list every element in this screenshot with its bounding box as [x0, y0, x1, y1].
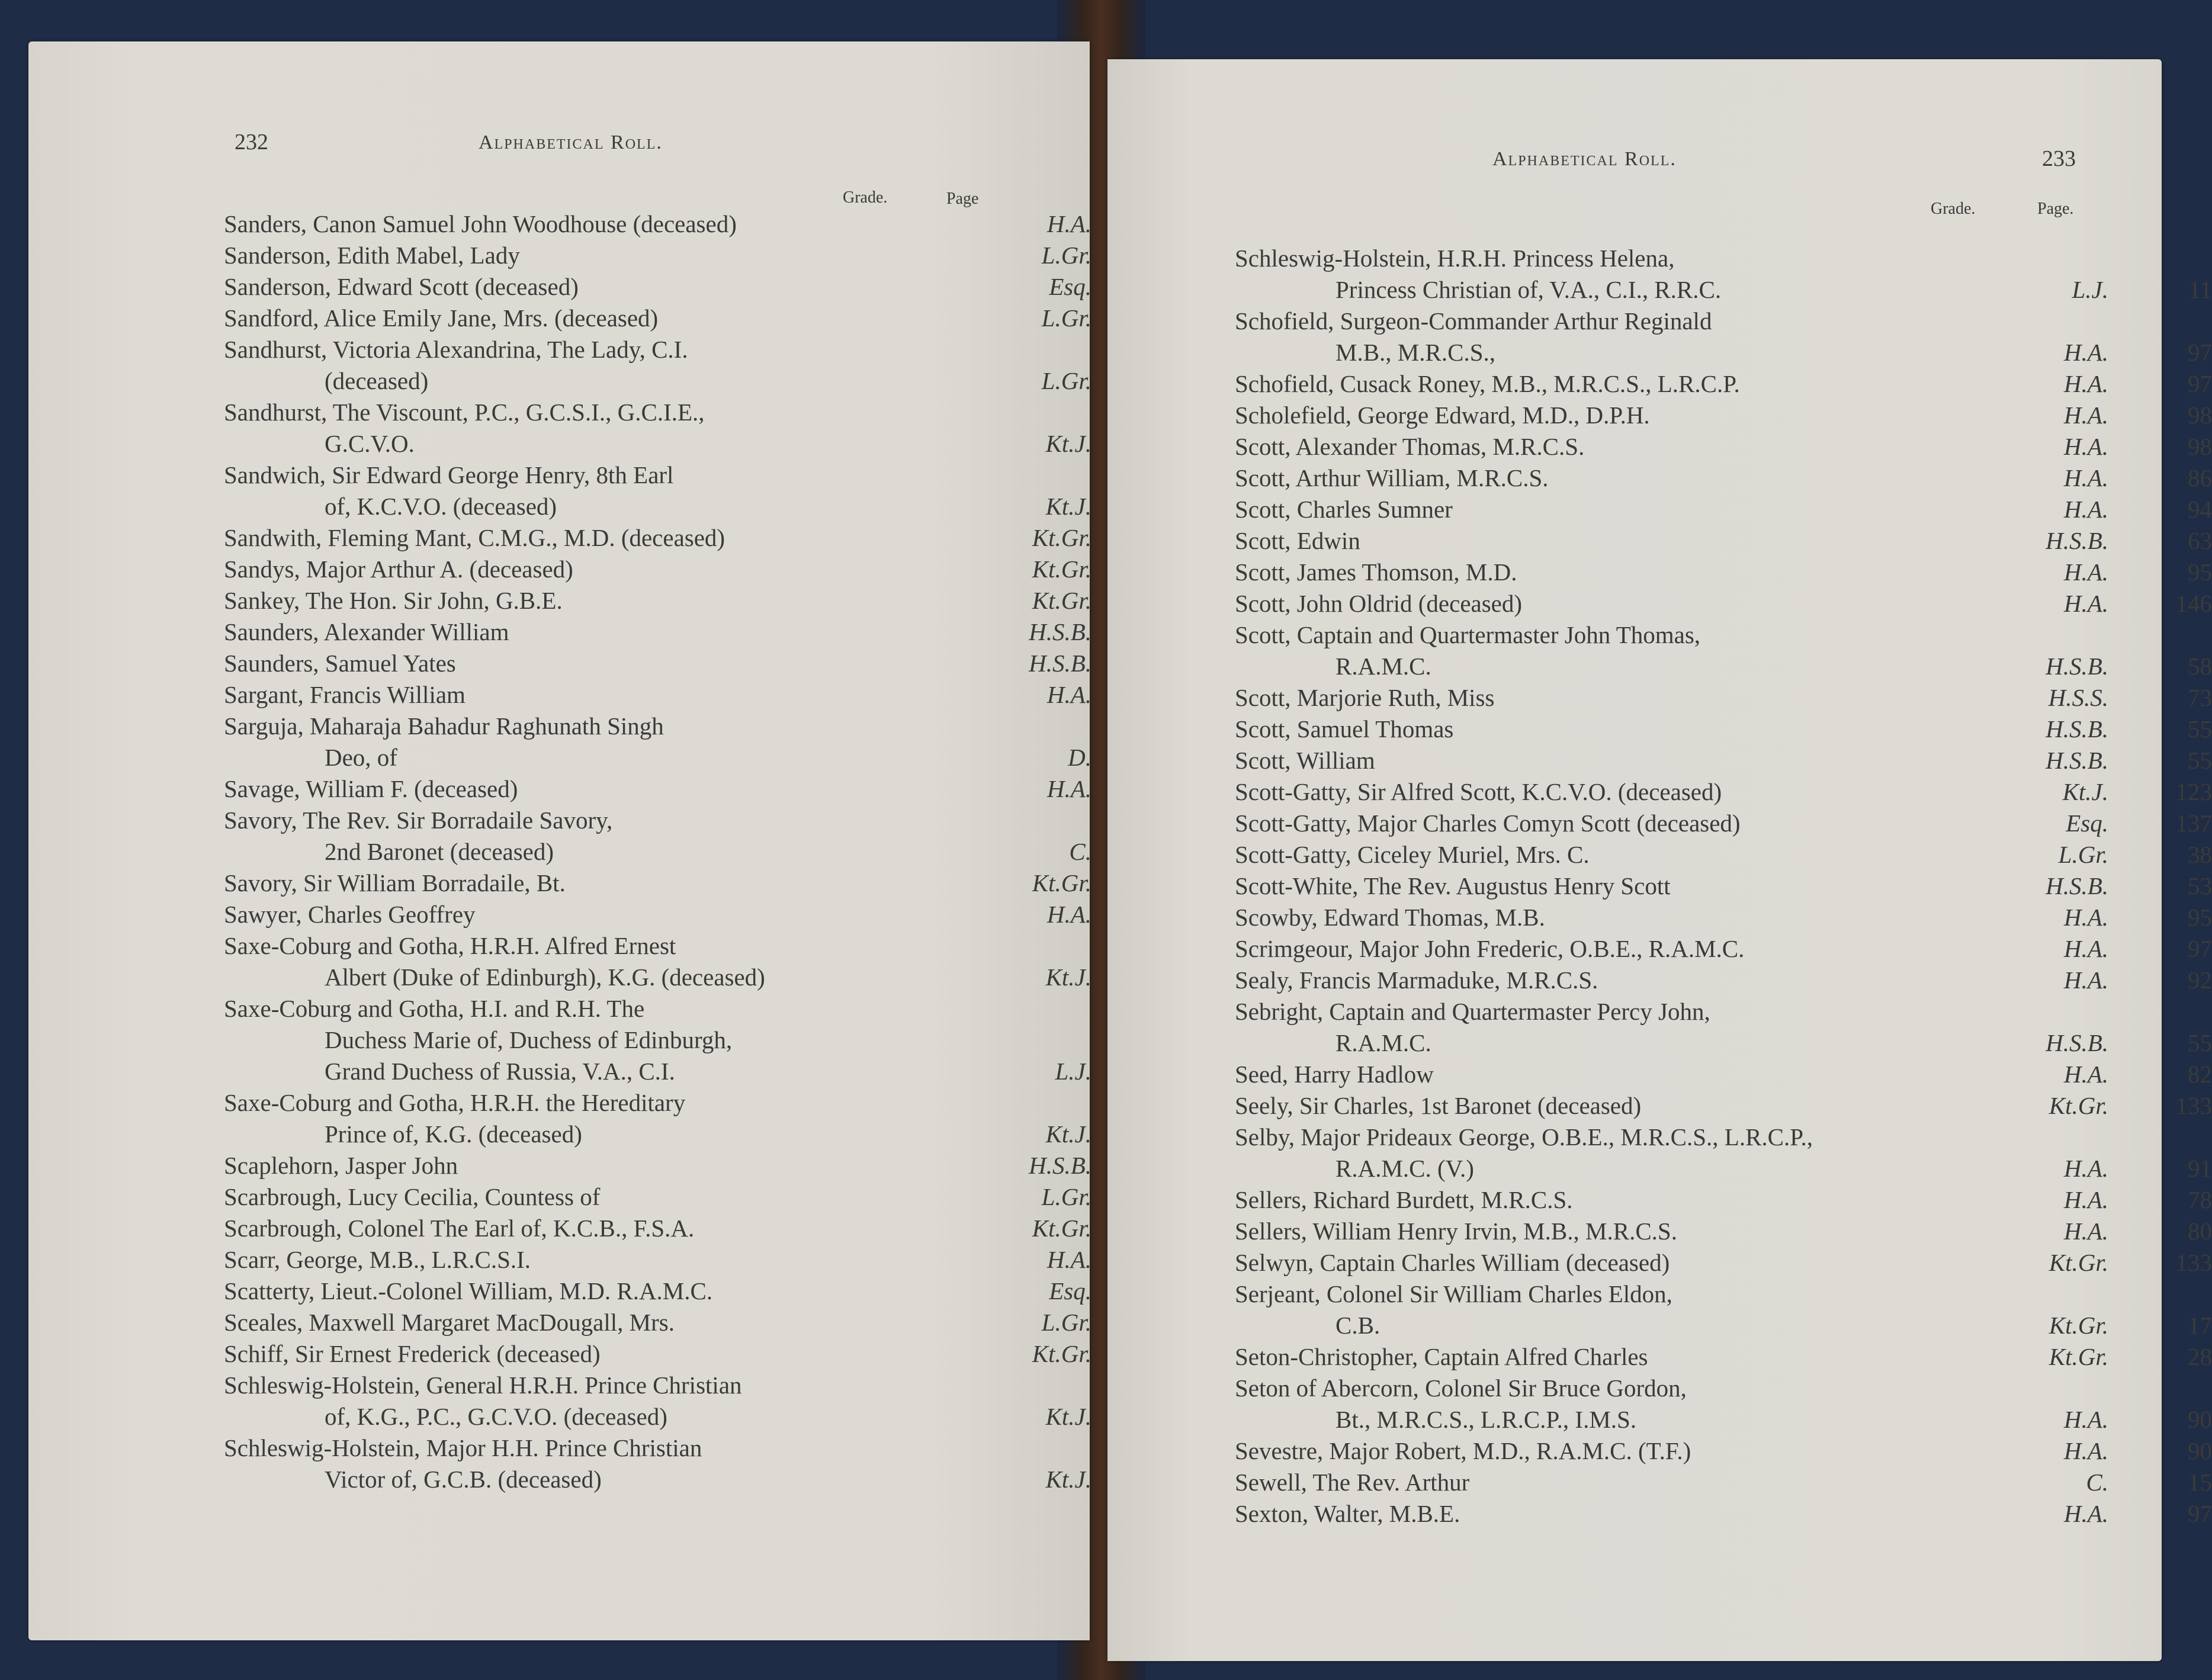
entry-grade: H.A. — [1046, 681, 1091, 708]
entry-grade: H.A. — [2063, 370, 2108, 397]
entry-page: 55 — [2188, 715, 2212, 743]
entry-grade: H.S.B. — [2046, 527, 2108, 554]
entry-name: G.C.V.O. — [325, 430, 415, 457]
entry-name: Seely, Sir Charles, 1st Baronet (deceased) — [1235, 1092, 1642, 1119]
entry-grade: Kt.Gr. — [2049, 1312, 2108, 1339]
entry-page: 11 — [2188, 276, 2212, 303]
entry-name: Sandhurst, The Viscount, P.C., G.C.S.I., G.C.I.E., — [224, 399, 705, 426]
list-item — [1235, 745, 2212, 776]
list-item — [224, 1464, 1091, 1495]
list-item — [224, 962, 1091, 993]
list-item — [1235, 1153, 2212, 1184]
list-item — [1235, 870, 2212, 902]
list-item — [224, 1307, 1091, 1338]
list-item — [1235, 494, 2212, 525]
entry-name: Sebright, Captain and Quartermaster Percy John, — [1235, 998, 1710, 1025]
entry-name: Bt., M.R.C.S., L.R.C.P., I.M.S. — [1335, 1406, 1637, 1433]
list-item — [1235, 1467, 2212, 1498]
entry-grade: H.S.B. — [2046, 1029, 2108, 1056]
entry-name: Sexton, Walter, M.B.E. — [1235, 1500, 1460, 1527]
entry-page: 55 — [2188, 1029, 2212, 1056]
entry-name: Savage, William F. (deceased) — [224, 775, 518, 802]
entry-page: 98 — [2188, 433, 2212, 460]
entry-grade: H.A. — [1046, 901, 1091, 928]
list-item — [224, 1432, 994, 1464]
entry-name: Prince of, K.G. (deceased) — [325, 1120, 582, 1148]
entry-name: Scott, Alexander Thomas, M.R.C.S. — [1235, 433, 1585, 460]
entry-name: Sanders, Canon Samuel John Woodhouse (deceased) — [224, 210, 737, 237]
entry-name: Selby, Major Prideaux George, O.B.E., M.R.C.S., L.R.C.P., — [1235, 1123, 1813, 1151]
entry-name: Sandys, Major Arthur A. (deceased) — [224, 555, 573, 583]
entry-page: 92 — [2188, 966, 2212, 994]
entry-grade: H.S.B. — [2046, 653, 2108, 680]
entry-name: Schleswig-Holstein, Major H.H. Prince Christian — [224, 1434, 702, 1461]
entry-name: Saxe-Coburg and Gotha, H.I. and R.H. The — [224, 995, 645, 1022]
entry-page: 78 — [2188, 1186, 2212, 1213]
entry-grade: L.Gr. — [1041, 304, 1091, 332]
entry-name: Scaplehorn, Jasper John — [224, 1152, 458, 1179]
entry-grade: H.A. — [1046, 1246, 1091, 1273]
entry-grade: Kt.Gr. — [1032, 1340, 1091, 1367]
entry-grade: H.A. — [2063, 1155, 2108, 1182]
entry-name: Seton-Christopher, Captain Alfred Charles — [1235, 1343, 1648, 1370]
list-item — [1235, 808, 2212, 839]
entry-name: R.A.M.C. (V.) — [1335, 1155, 1474, 1182]
entry-name: Sealy, Francis Marmaduke, M.R.C.S. — [1235, 966, 1598, 994]
entry-grade: H.S.B. — [2046, 715, 2108, 743]
list-item — [1235, 1122, 2064, 1153]
entry-name: Scarbrough, Colonel The Earl of, K.C.B., F.S.A. — [224, 1215, 695, 1242]
entry-grade: C. — [1069, 838, 1091, 865]
list-item — [224, 616, 1091, 648]
entry-name: Schiff, Sir Ernest Frederick (deceased) — [224, 1340, 601, 1367]
list-item — [1235, 651, 2212, 682]
entry-name: Scott-White, The Rev. Augustus Henry Scott — [1235, 872, 1671, 900]
right-page — [1107, 59, 2212, 1661]
entry-name: Sawyer, Charles Geoffrey — [224, 901, 476, 928]
entry-name: Scott-Gatty, Ciceley Muriel, Mrs. C. — [1235, 841, 1590, 868]
left-page — [28, 41, 1090, 1640]
list-item — [1235, 1435, 2212, 1467]
list-item — [224, 1244, 1091, 1276]
entry-page: 94 — [2188, 496, 2212, 523]
entry-page: 73 — [2188, 684, 2212, 711]
entry-name: Schofield, Surgeon-Commander Arthur Reginald — [1235, 307, 1712, 335]
entry-name: Scarbrough, Lucy Cecilia, Countess of — [224, 1183, 601, 1210]
entry-name: M.B., M.R.C.S., — [1335, 339, 1496, 366]
entry-page: 95 — [2188, 558, 2212, 586]
entry-name: Scott, Samuel Thomas — [1235, 715, 1454, 743]
entry-name: Scott, Edwin — [1235, 527, 1360, 554]
entry-grade: L.Gr. — [1041, 242, 1091, 269]
list-item — [1235, 902, 2212, 933]
entry-grade: H.A. — [2063, 1061, 2108, 1088]
page-column-header: Page — [946, 189, 979, 208]
entry-name: 2nd Baronet (deceased) — [325, 838, 554, 865]
entry-name: Seed, Harry Hadlow — [1235, 1061, 1434, 1088]
grade-column-header: Grade. — [1931, 200, 1976, 218]
list-item — [1235, 619, 2064, 651]
list-item — [224, 773, 1091, 805]
list-item — [224, 365, 1091, 397]
entry-name: Sandwith, Fleming Mant, C.M.G., M.D. (deceased) — [224, 524, 725, 551]
entry-grade: Kt.J. — [1045, 430, 1091, 457]
entry-grade: H.A. — [2063, 590, 2108, 617]
entry-name: Scott, Arthur William, M.R.C.S. — [1235, 464, 1549, 492]
entry-page: 15 — [2188, 1469, 2212, 1496]
entry-grade: H.A. — [2063, 339, 2108, 366]
entry-name: C.B. — [1335, 1312, 1381, 1339]
list-item — [1235, 1310, 2212, 1341]
entry-grade: H.A. — [2063, 496, 2108, 523]
list-item — [224, 899, 1091, 930]
entry-page: 55 — [2188, 747, 2212, 774]
entry-page: 28 — [2188, 1343, 2212, 1370]
page-number: 232 — [235, 130, 268, 155]
entry-name: Scott, James Thomson, M.D. — [1235, 558, 1517, 586]
entry-name: Sellers, William Henry Irvin, M.B., M.R.C.S. — [1235, 1218, 1677, 1245]
entry-name: Deo, of — [325, 744, 397, 771]
list-item — [1235, 557, 2212, 588]
list-item — [224, 208, 1091, 240]
entry-grade: L.Gr. — [1041, 1183, 1091, 1210]
entry-name: Sellers, Richard Burdett, M.R.C.S. — [1235, 1186, 1573, 1213]
entry-grade: H.A. — [2063, 935, 2108, 962]
entry-grade: H.A. — [2063, 1406, 2108, 1433]
list-item — [1235, 1341, 2212, 1373]
entry-grade: Kt.Gr. — [2049, 1343, 2108, 1370]
list-item — [1235, 1247, 2212, 1279]
entry-name: Scott, John Oldrid (deceased) — [1235, 590, 1523, 617]
list-item — [1235, 1373, 2064, 1404]
list-item — [224, 491, 1091, 522]
list-item — [224, 711, 994, 742]
entry-name: Sandford, Alice Emily Jane, Mrs. (deceased) — [224, 304, 659, 332]
list-item — [224, 993, 994, 1024]
entry-name: (deceased) — [325, 367, 429, 394]
entry-name: Scrimgeour, Major John Frederic, O.B.E., R.A.M.C. — [1235, 935, 1745, 962]
list-item — [1235, 933, 2212, 965]
list-item — [1235, 525, 2212, 557]
entry-page: 58 — [2188, 653, 2212, 680]
entry-grade: H.A. — [1046, 775, 1091, 802]
entry-grade: H.S.B. — [2046, 747, 2108, 774]
entry-grade: Kt.J. — [1045, 493, 1091, 520]
entry-grade: Kt.Gr. — [2049, 1249, 2108, 1276]
entry-grade: Kt.Gr. — [1032, 524, 1091, 551]
list-item — [224, 271, 1091, 303]
list-item — [1235, 1184, 2212, 1216]
entry-name: Saunders, Alexander William — [224, 618, 509, 645]
entry-name: Sewell, The Rev. Arthur — [1235, 1469, 1470, 1496]
entry-grade: Kt.Gr. — [1032, 1215, 1091, 1242]
entry-name: Scott-Gatty, Major Charles Comyn Scott (deceased) — [1235, 810, 1741, 837]
entry-name: Selwyn, Captain Charles William (deceased) — [1235, 1249, 1670, 1276]
entry-name: Savory, Sir William Borradaile, Bt. — [224, 869, 566, 897]
entry-grade: L.Gr. — [2058, 841, 2108, 868]
entry-grade: H.A. — [2063, 464, 2108, 492]
list-item — [224, 1370, 994, 1401]
list-item — [1235, 965, 2212, 996]
list-item — [1235, 1216, 2212, 1247]
list-item — [224, 1213, 1091, 1244]
entry-name: Duchess Marie of, Duchess of Edinburgh, — [325, 1026, 733, 1053]
entry-name: of, K.C.V.O. (deceased) — [325, 493, 557, 520]
entry-grade: Esq. — [1049, 1277, 1091, 1305]
list-item — [1235, 776, 2212, 808]
entry-name: Sceales, Maxwell Margaret MacDougall, Mrs. — [224, 1309, 675, 1336]
entry-grade: Kt.J. — [1045, 1120, 1091, 1148]
list-item — [224, 303, 1091, 334]
entry-page: 95 — [2188, 904, 2212, 931]
entry-page: 82 — [2188, 1061, 2212, 1088]
list-item — [224, 1024, 994, 1056]
entry-page: 137 — [2175, 810, 2212, 837]
running-head: Alphabetical Roll. — [1492, 148, 1677, 170]
page-column-header: Page. — [2037, 200, 2074, 218]
entry-grade: C. — [2086, 1469, 2108, 1496]
list-item — [224, 460, 994, 491]
entry-name: Sankey, The Hon. Sir John, G.B.E. — [224, 587, 563, 614]
list-item — [1235, 368, 2212, 400]
entry-name: Sanderson, Edith Mabel, Lady — [224, 242, 520, 269]
entry-name: Savory, The Rev. Sir Borradaile Savory, — [224, 807, 613, 834]
entry-name: R.A.M.C. — [1335, 1029, 1431, 1056]
list-item — [1235, 682, 2212, 714]
entry-page: 53 — [2188, 872, 2212, 900]
entry-page: 38 — [2188, 841, 2212, 868]
list-item — [224, 397, 994, 428]
entry-name: Scholefield, George Edward, M.D., D.P.H. — [1235, 401, 1650, 429]
entry-name: R.A.M.C. — [1335, 653, 1431, 680]
list-item — [224, 805, 994, 836]
entry-grade: L.Gr. — [1041, 367, 1091, 394]
entry-grade: H.A. — [2063, 558, 2108, 586]
entry-grade: H.A. — [2063, 433, 2108, 460]
entry-name: Saxe-Coburg and Gotha, H.R.H. Alfred Ernest — [224, 932, 676, 959]
entry-grade: Esq. — [1049, 273, 1091, 300]
entry-name: Sevestre, Major Robert, M.D., R.A.M.C. (T.F.) — [1235, 1437, 1691, 1464]
list-item — [224, 1150, 1091, 1181]
entry-grade: H.A. — [2063, 966, 2108, 994]
entry-grade: Kt.J. — [1045, 1403, 1091, 1430]
entry-name: Scott, Marjorie Ruth, Miss — [1235, 684, 1495, 711]
list-item — [224, 585, 1091, 616]
entry-page: 63 — [2188, 527, 2212, 554]
entry-page: 91 — [2188, 1155, 2212, 1182]
entry-name: Scatterty, Lieut.-Colonel William, M.D. R.A.M.C. — [224, 1277, 713, 1305]
entry-name: of, K.G., P.C., G.C.V.O. (deceased) — [325, 1403, 667, 1430]
list-item — [1235, 462, 2212, 494]
entry-grade: H.A. — [2063, 1186, 2108, 1213]
entry-grade: Kt.Gr. — [1032, 555, 1091, 583]
list-item — [1235, 1059, 2212, 1090]
entry-grade: Kt.J. — [2062, 778, 2108, 805]
entry-name: Serjeant, Colonel Sir William Charles Eldon, — [1235, 1280, 1672, 1308]
list-item — [1235, 1279, 2064, 1310]
entry-page: 98 — [2188, 401, 2212, 429]
entry-grade: H.A. — [2063, 401, 2108, 429]
list-item — [1235, 337, 2212, 368]
entry-grade: H.S.S. — [2048, 684, 2108, 711]
entry-page: 123 — [2175, 778, 2212, 805]
list-item — [1235, 588, 2212, 619]
list-item — [224, 836, 1091, 868]
entry-name: Scott, Charles Sumner — [1235, 496, 1453, 523]
entry-page: 90 — [2188, 1437, 2212, 1464]
list-item — [224, 1401, 1091, 1432]
list-item — [1235, 1027, 2212, 1059]
entry-grade: H.A. — [1046, 210, 1091, 237]
grade-column-header: Grade. — [843, 188, 888, 207]
entry-page: 86 — [2188, 464, 2212, 492]
list-item — [224, 648, 1091, 679]
entry-page: 146 — [2175, 590, 2212, 617]
entry-name: Sandhurst, Victoria Alexandrina, The Lady, C.I. — [224, 336, 688, 363]
entry-page: 97 — [2188, 935, 2212, 962]
list-item — [224, 1056, 1091, 1087]
entry-name: Grand Duchess of Russia, V.A., C.I. — [325, 1058, 675, 1085]
entry-name: Scott-Gatty, Sir Alfred Scott, K.C.V.O. (deceased) — [1235, 778, 1722, 805]
entry-grade: D. — [1068, 744, 1091, 771]
entry-grade: Kt.Gr. — [2049, 1092, 2108, 1119]
entry-page: 97 — [2188, 339, 2212, 366]
list-item — [224, 1119, 1091, 1150]
list-item — [1235, 714, 2212, 745]
entry-name: Sarguja, Maharaja Bahadur Raghunath Singh — [224, 712, 664, 740]
entry-name: Scarr, George, M.B., L.R.C.S.I. — [224, 1246, 531, 1273]
entry-grade: Kt.Gr. — [1032, 869, 1091, 897]
entry-name: Sanderson, Edward Scott (deceased) — [224, 273, 579, 300]
entry-name: Scowby, Edward Thomas, M.B. — [1235, 904, 1545, 931]
entry-page: 80 — [2188, 1218, 2212, 1245]
entry-page: 97 — [2188, 370, 2212, 397]
list-item — [1235, 274, 2212, 306]
list-item — [1235, 1090, 2212, 1122]
list-item — [224, 522, 1091, 554]
entry-name: Victor of, G.C.B. (deceased) — [325, 1466, 602, 1493]
entry-name: Scott, Captain and Quartermaster John Thomas, — [1235, 621, 1701, 648]
entry-page: 17 — [2188, 1312, 2212, 1339]
list-item — [224, 742, 1091, 773]
entry-grade: H.S.B. — [1029, 618, 1091, 645]
list-item — [1235, 839, 2212, 870]
list-item — [224, 428, 1091, 460]
entry-grade: H.S.B. — [1029, 650, 1091, 677]
entry-grade: H.S.B. — [2046, 872, 2108, 900]
list-item — [224, 240, 1091, 271]
list-item — [1235, 1404, 2212, 1435]
entry-name: Albert (Duke of Edinburgh), K.G. (deceased) — [325, 963, 765, 991]
entry-grade: H.A. — [2063, 1500, 2108, 1527]
entry-name: Sandwich, Sir Edward George Henry, 8th Earl — [224, 461, 674, 489]
entry-name: Schofield, Cusack Roney, M.B., M.R.C.S., L.R.C.P. — [1235, 370, 1740, 397]
entry-name: Sargant, Francis William — [224, 681, 465, 708]
page-number: 233 — [2042, 146, 2076, 171]
list-item — [224, 334, 994, 365]
entry-grade: L.Gr. — [1041, 1309, 1091, 1336]
entry-grade: Esq. — [2066, 810, 2108, 837]
entry-name: Saunders, Samuel Yates — [224, 650, 456, 677]
running-head: Alphabetical Roll. — [479, 131, 663, 153]
entry-page: 97 — [2188, 1500, 2212, 1527]
list-item — [224, 679, 1091, 711]
entry-grade: L.J. — [1055, 1058, 1091, 1085]
list-item — [1235, 243, 2064, 274]
entry-name: Seton of Abercorn, Colonel Sir Bruce Gordon, — [1235, 1374, 1687, 1402]
list-item — [224, 1087, 994, 1119]
entry-grade: H.S.B. — [1029, 1152, 1091, 1179]
list-item — [1235, 1498, 2212, 1530]
entry-grade: H.A. — [2063, 904, 2108, 931]
list-item — [224, 868, 1091, 899]
entry-grade: Kt.J. — [1045, 963, 1091, 991]
list-item — [224, 930, 994, 962]
list-item — [224, 1181, 1091, 1213]
entry-grade: Kt.J. — [1045, 1466, 1091, 1493]
list-item — [1235, 306, 2064, 337]
list-item — [1235, 400, 2212, 431]
list-item — [224, 1276, 1091, 1307]
entry-name: Scott, William — [1235, 747, 1375, 774]
entry-name: Princess Christian of, V.A., C.I., R.R.C. — [1335, 276, 1722, 303]
entry-grade: H.A. — [2063, 1437, 2108, 1464]
list-item — [1235, 996, 2064, 1027]
entry-name: Schleswig-Holstein, General H.R.H. Prince Christian — [224, 1371, 742, 1399]
list-item — [224, 554, 1091, 585]
entry-name: Schleswig-Holstein, H.R.H. Princess Helena, — [1235, 245, 1675, 272]
list-item — [1235, 431, 2212, 462]
entry-page: 133 — [2175, 1249, 2212, 1276]
entry-page: 133 — [2175, 1092, 2212, 1119]
entry-name: Saxe-Coburg and Gotha, H.R.H. the Hereditary — [224, 1089, 686, 1116]
entry-grade: L.J. — [2072, 276, 2108, 303]
list-item — [224, 1338, 1091, 1370]
entry-grade: H.A. — [2063, 1218, 2108, 1245]
entry-grade: Kt.Gr. — [1032, 587, 1091, 614]
entry-list — [1235, 243, 2212, 1530]
entry-list — [224, 208, 1091, 1495]
entry-page: 90 — [2188, 1406, 2212, 1433]
